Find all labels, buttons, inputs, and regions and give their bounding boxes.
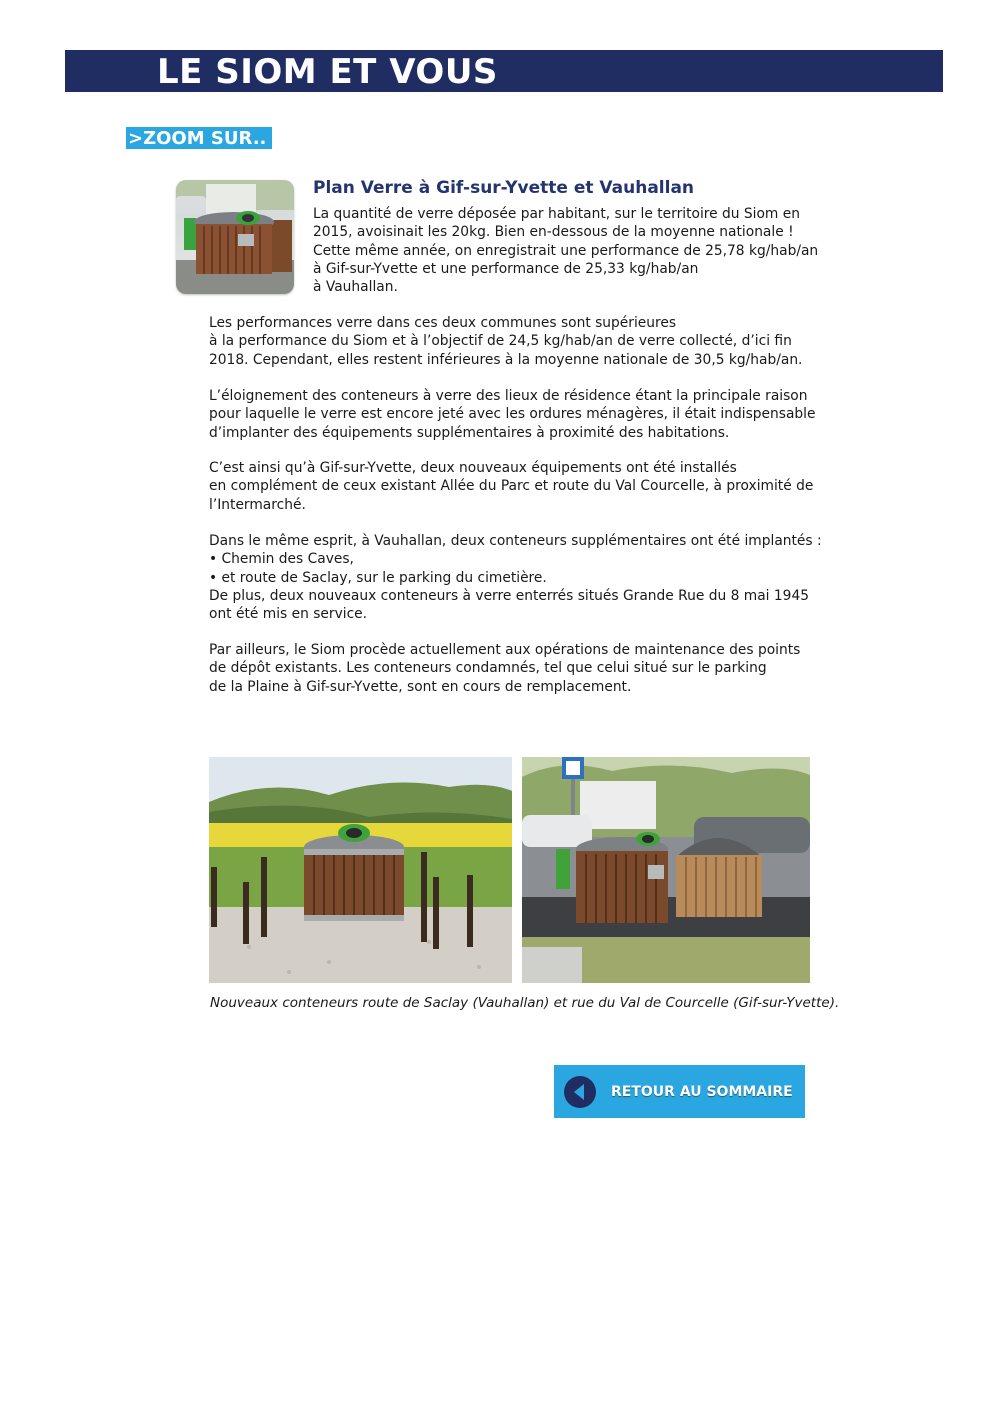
header-bar	[65, 50, 943, 92]
paragraph-performances	[209, 314, 809, 369]
paragraph-line: • Chemin des Caves,	[209, 551, 354, 568]
intro-line: Cette même année, on enregistrait une performance de 25,78 kg/hab/an	[313, 242, 819, 259]
paragraph-line: en complément de ceux existant Allée du Parc et route du Val Courcelle, à proximité de	[209, 478, 814, 495]
page-title: LE SIOM ET VOUS	[157, 52, 498, 92]
paragraph-line: de dépôt existants. Les conteneurs condamnés, tel que celui situé sur le parking	[209, 660, 767, 677]
paragraph-line: ont été mis en service.	[209, 606, 368, 623]
paragraph-line: 2018. Cependant, elles restent inférieures à la moyenne nationale de 30,5 kg/hab/an.	[209, 351, 803, 368]
paragraph-line: Dans le même esprit, à Vauhallan, deux conteneurs supplémentaires ont été implantés :	[209, 533, 822, 549]
photo-caption: Nouveaux conteneurs route de Saclay (Vauhallan) et rue du Val de Courcelle (Gif-sur-Yvette).	[210, 995, 840, 1011]
chevron-left-circle-icon	[564, 1076, 596, 1108]
paragraph-line: De plus, deux nouveaux conteneurs à verre enterrés situés Grande Rue du 8 mai 1945	[209, 587, 810, 604]
back-to-summary-button[interactable]	[554, 1065, 805, 1118]
paragraph-vauhallan	[209, 532, 822, 623]
paragraph-line: • et route de Saclay, sur le parking du cimetière.	[209, 569, 547, 586]
thumbnail-image	[176, 180, 294, 294]
photo-container-saclay	[209, 757, 512, 983]
section-tag: >ZOOM SUR..	[126, 127, 272, 149]
photo-container-courcelle	[522, 757, 810, 983]
intro-line: à Vauhallan.	[313, 279, 398, 296]
paragraph-line: l’Intermarché.	[209, 496, 306, 513]
paragraph-line: C’est ainsi qu’à Gif-sur-Yvette, deux nouveaux équipements ont été installés	[209, 460, 737, 476]
paragraph-line: à la performance du Siom et à l’objectif de 24,5 kg/hab/an de verre collecté, d’ici fin	[209, 333, 792, 350]
article-intro	[313, 205, 819, 296]
paragraph-line: Les performances verre dans ces deux communes sont supérieures	[209, 315, 677, 331]
paragraph-line: Par ailleurs, le Siom procède actuellement aux opérations de maintenance des points	[209, 642, 801, 658]
article-title: Plan Verre à Gif-sur-Yvette et Vauhallan	[313, 178, 695, 198]
intro-line: La quantité de verre déposée par habitant, sur le territoire du Siom en	[313, 206, 800, 222]
paragraph-maintenance	[209, 641, 809, 696]
intro-line: 2015, avoisinait les 20kg. Bien en-dessous de la moyenne nationale !	[313, 224, 794, 241]
intro-line: à Gif-sur-Yvette et une performance de 25,33 kg/hab/an	[313, 260, 699, 277]
paragraph-line: L’éloignement des conteneurs à verre des lieux de résidence étant la principale raison	[209, 388, 808, 404]
paragraph-line: de la Plaine à Gif-sur-Yvette, sont en cours de remplacement.	[209, 678, 632, 695]
back-button-label: RETOUR AU SOMMAIRE	[611, 1084, 793, 1100]
paragraph-gif	[209, 459, 814, 514]
paragraph-eloignement	[209, 387, 816, 442]
paragraph-line: d’implanter des équipements supplémentaires à proximité des habitations.	[209, 424, 730, 441]
paragraph-line: pour laquelle le verre est encore jeté avec les ordures ménagères, il était indispensable	[209, 406, 816, 423]
